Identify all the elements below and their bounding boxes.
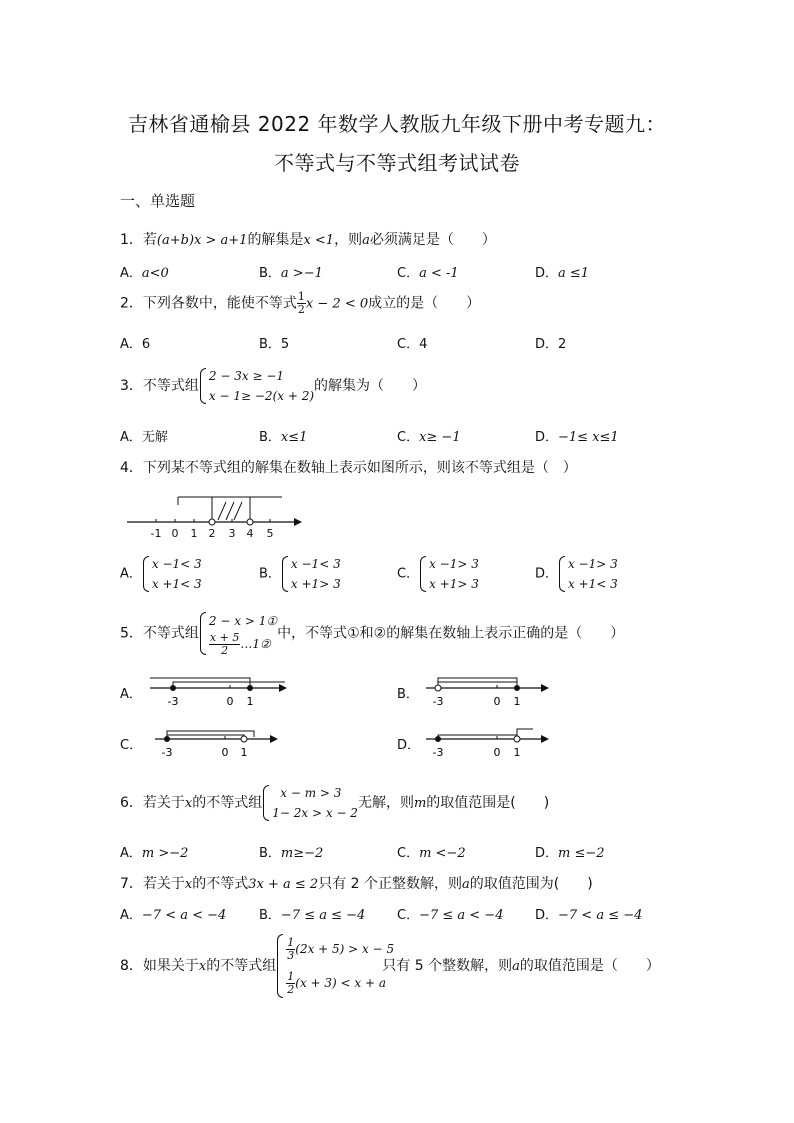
tick-label: 4 [246,527,254,540]
q4-option-d[interactable]: D． x −1> 3 x +1< 3 [535,554,618,594]
q2-option-c[interactable]: C．4 [397,337,428,352]
q2-option-b[interactable]: B．5 [259,337,290,352]
q7-option-a[interactable]: A．−7 < a < −4 [120,908,227,923]
page-title-line2: 不等式与不等式组考试试卷 [274,151,520,175]
q2-text: 成立的是（ ） [368,295,481,312]
q1-text: 必须满足是（ ） [369,232,496,248]
question-4: 4．下列某不等式组的解集在数轴上表示如图所示，则该不等式组是（ ） [120,460,577,476]
question-2 [120,291,480,316]
svg-text:1: 1 [240,746,248,759]
section-heading: 一、单选题 [120,192,196,210]
q2-text: 2．下列各数中，能使不等式 [120,295,297,312]
q4-option-b[interactable]: B． x −1< 3 x +1> 3 [259,554,341,594]
q2-option-d[interactable]: D．2 [535,337,567,352]
q3-text: 的解集为（ ） [314,378,427,394]
tick-label: 5 [266,527,274,540]
svg-text:1: 1 [513,695,521,708]
q2-expression: x − 2 < 0 [305,296,369,312]
question-1 [120,229,496,249]
tick-label: 0 [171,527,179,540]
tick-label: 2 [208,527,216,540]
q1-number: 1．若 [120,232,157,248]
q6-variable: x [184,796,193,811]
q5-option-d-number-line [423,725,558,761]
q1-option-c[interactable]: C．a < -1 [397,266,459,281]
q5-option-a-number-line [145,674,295,710]
page-title-line1: 吉林省通榆县 2022 年数学人教版九年级下册中考专题九： [127,112,667,136]
q8-system: $\frac{1}{3}$ (2x + 5) > x − 5 $\frac{1}{2}$ (x + 3) < x + a [276,932,382,1000]
q5-option-d[interactable]: D． [397,738,421,753]
q1-text: ，则 [334,232,363,248]
svg-text:1: 1 [513,746,521,759]
svg-text:1: 1 [246,695,254,708]
q3-option-d[interactable]: D．−1≤ x≤1 [535,430,619,445]
q7-option-d[interactable]: D．−7 < a ≤ −4 [535,908,643,923]
q7-expression: 3x + a ≤ 2 [248,877,319,892]
q3-option-a[interactable]: A．无解 [120,430,168,445]
q5-option-b[interactable]: B． [397,687,419,702]
q3-option-b[interactable]: B．x≤1 [259,430,308,445]
q6-option-a[interactable]: A．m >−2 [120,846,189,861]
question-6: 6．若关于x的不等式组 x − m > 3 1− 2x > x − 2 无解，则m的取值范围是( ) [120,783,549,823]
q5-option-c-number-line [152,725,287,761]
question-7: 7．若关于x的不等式3x + a ≤ 2只有 2 个正整数解，则a的取值范围为( ) [120,876,593,892]
svg-text:-3: -3 [167,695,179,708]
svg-text:0: 0 [226,695,234,708]
svg-text:0: 0 [493,695,501,708]
q6-system: x − m > 3 1− 2x > x − 2 [262,783,358,823]
q1-expression: (a+b)x > a+1 [156,233,248,248]
q2-fraction: $\frac{1}{2}$ [297,290,305,316]
svg-text:-3: -3 [161,746,173,759]
question-3 [120,366,426,406]
q6-option-c[interactable]: C．m <−2 [397,846,466,861]
svg-text:0: 0 [493,746,501,759]
svg-text:0: 0 [221,746,229,759]
q7-option-b[interactable]: B．−7 ≤ a ≤ −4 [259,908,366,923]
q4-option-c[interactable]: C． x −1> 3 x +1> 3 [397,554,479,594]
q1-option-d[interactable]: D．a ≤1 [535,266,590,281]
q1-option-b[interactable]: B．a >−1 [259,266,323,281]
q1-solution: x <1 [303,233,335,248]
q5-option-c[interactable]: C． [120,738,143,753]
q5-text: 5．不等式组 [120,625,199,642]
q6-option-d[interactable]: D．m ≤−2 [535,846,605,861]
q3-system: 2 − 3x ≥ −1 x − 1≥ −2(x + 2) [199,366,314,406]
tick-label: 3 [228,527,236,540]
q5-option-a[interactable]: A． [120,687,142,702]
q1-text: 的解集是 [247,232,304,248]
question-5 [120,610,624,657]
q4-number-line [122,492,312,542]
q6-option-b[interactable]: B．m≥−2 [259,846,324,861]
q1-option-a[interactable]: A．a<0 [120,266,169,281]
tick-label: 1 [190,527,198,540]
q1-variable: a [362,233,370,248]
q3-option-c[interactable]: C．x≥ −1 [397,430,461,445]
q7-option-c[interactable]: C．−7 ≤ a < −4 [397,908,504,923]
q5-option-b-number-line [423,674,558,710]
svg-text:-3: -3 [432,746,444,759]
tick-label: -1 [150,527,162,540]
q3-text: 3．不等式组 [120,378,199,394]
q2-option-a[interactable]: A．6 [120,337,151,352]
svg-text:-3: -3 [432,695,444,708]
question-8: 8．如果关于x的不等式组 $\frac{1}{3}$ (2x + 5) > x − 5 $\frac{1}{2}$ (x + 3) < x + a 只有 5 个整数解，则a的取值范围是（ ） [120,932,660,1000]
q4-option-a[interactable]: A． x −1< 3 x +1< 3 [120,554,202,594]
q5-system: 2 − x > 1① $\frac{x + 5}{2}$ …1② [199,610,277,657]
q5-text: 中，不等式①和②的解集在数轴上表示正确的是（ ） [277,625,625,642]
